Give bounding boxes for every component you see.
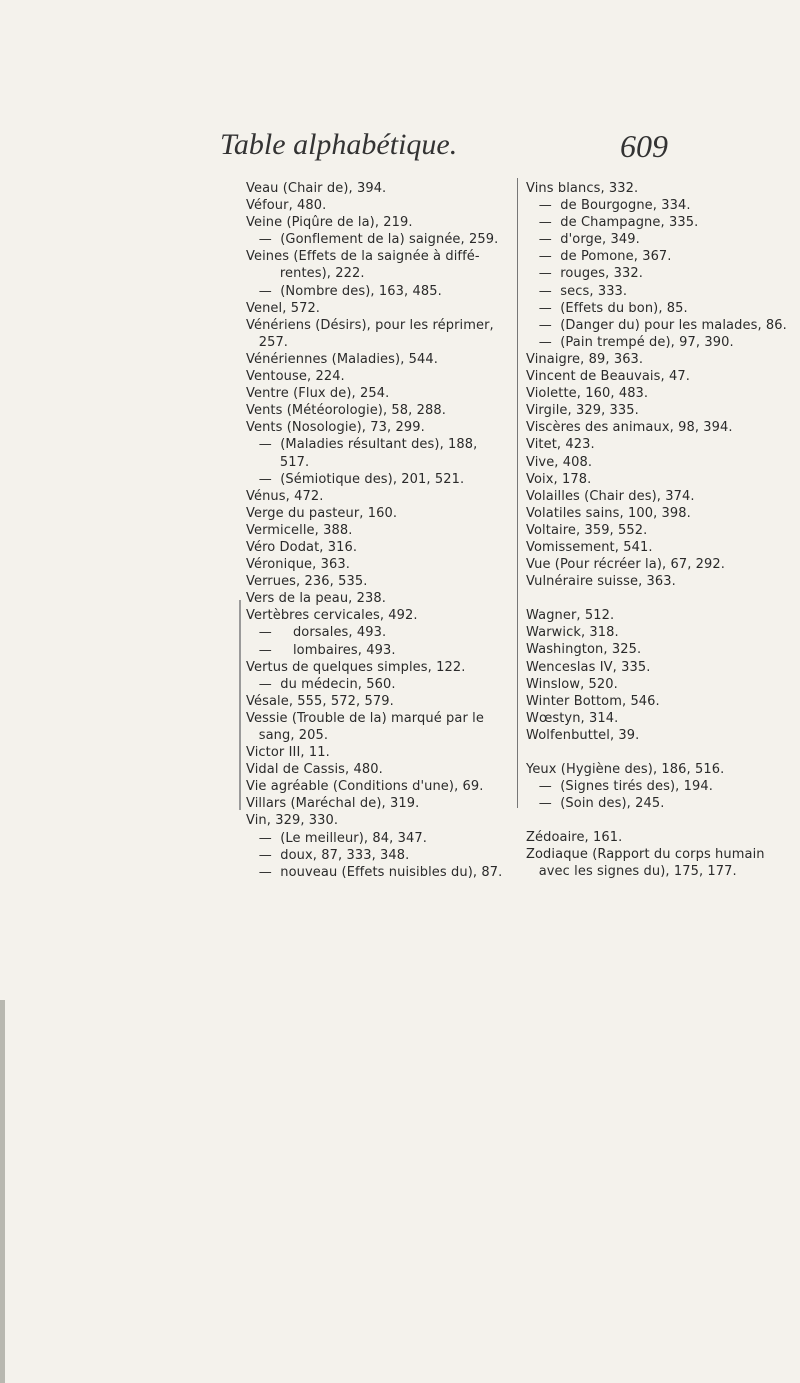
- page-title: Table alphabétique.: [220, 128, 458, 161]
- index-entry: Vénériens (Désirs), pour les réprimer,: [246, 317, 494, 333]
- index-entry: Veine (Piqûre de la), 219.: [246, 215, 413, 231]
- index-entry: — (Gonflement de la) saignée, 259.: [246, 232, 499, 248]
- index-entry: — (Maladies résultant des), 188,: [246, 437, 478, 453]
- index-entry: Winter Bottom, 546.: [526, 693, 660, 709]
- index-entry: Vésale, 555, 572, 579.: [246, 693, 394, 709]
- index-entry: — (Le meilleur), 84, 347.: [246, 830, 427, 846]
- index-entry: — de Champagne, 335.: [526, 215, 699, 231]
- index-entry: — (Pain trempé de), 97, 390.: [526, 334, 734, 350]
- index-entry: Wolfenbuttel, 39.: [526, 727, 640, 743]
- index-entry: Vessie (Trouble de la) marqué par le: [246, 710, 484, 726]
- index-column-right: [526, 180, 788, 881]
- index-entry: Ventouse, 224.: [246, 369, 345, 385]
- index-entry: Veau (Chair de), 394.: [246, 181, 387, 196]
- index-entry: Wagner, 512.: [526, 608, 615, 624]
- index-entry: — (Signes tirés des), 194.: [526, 779, 713, 795]
- index-entry: Vermicelle, 388.: [246, 522, 353, 538]
- index-entry: Vive, 408.: [526, 454, 593, 470]
- index-entry: Vue (Pour récréer la), 67, 292.: [526, 557, 726, 573]
- index-entry: Veines (Effets de la saignée à diffé-: [246, 249, 480, 265]
- index-section-gap: [526, 744, 788, 761]
- index-entry: Vents (Nosologie), 73, 299.: [246, 420, 425, 436]
- index-entry: — de Bourgogne, 334.: [526, 198, 691, 214]
- index-entry: Volatiles sains, 100, 398.: [526, 505, 691, 521]
- index-entry: Viscères des animaux, 98, 394.: [526, 420, 733, 436]
- index-entry: Zédoaire, 161.: [526, 830, 623, 846]
- index-entry: Vulnéraire suisse, 363.: [526, 574, 676, 590]
- index-entry: Vinaigre, 89, 363.: [526, 351, 644, 367]
- index-entry: Yeux (Hygiène des), 186, 516.: [526, 762, 725, 777]
- index-column-left: [246, 180, 516, 881]
- index-entry: — dorsales, 493.: [246, 625, 387, 641]
- column-divider: [517, 178, 518, 808]
- index-entry: Virgile, 329, 335.: [526, 403, 639, 419]
- index-entry: — (Sémiotique des), 201, 521.: [246, 471, 465, 487]
- index-entry: Zodiaque (Rapport du corps humain: [526, 847, 765, 863]
- index-entry: — rouges, 332.: [526, 266, 643, 282]
- index-entry: Vertèbres cervicales, 492.: [246, 608, 418, 624]
- index-entry: Vie agréable (Conditions d'une), 69.: [246, 779, 484, 795]
- index-entry: Winslow, 520.: [526, 676, 618, 692]
- index-entry: sang, 205.: [246, 728, 329, 743]
- index-entry: — de Pomone, 367.: [526, 249, 672, 265]
- index-entry: rentes), 222.: [246, 266, 365, 282]
- index-entry: Vertus de quelques simples, 122.: [246, 659, 466, 675]
- page-number: 609: [620, 128, 668, 164]
- index-entry: 517.: [246, 454, 310, 470]
- index-entry: avec les signes du), 175, 177.: [526, 864, 737, 880]
- index-entry: Verge du pasteur, 160.: [246, 505, 398, 521]
- index-entry: — (Danger du) pour les malades, 86.: [526, 317, 787, 333]
- index-entry: Villars (Maréchal de), 319.: [246, 796, 420, 812]
- index-entry: Vins blancs, 332.: [526, 181, 639, 196]
- index-section-gap: [526, 812, 788, 829]
- index-entry: — secs, 333.: [526, 283, 628, 299]
- index-entry: Voltaire, 359, 552.: [526, 522, 648, 538]
- page-header: [220, 128, 668, 168]
- page-spine-edge: [0, 1000, 5, 1383]
- index-entry: — doux, 87, 333, 348.: [246, 847, 410, 863]
- index-entry: Violette, 160, 483.: [526, 386, 649, 402]
- index-entry: Vers de la peau, 238.: [246, 591, 386, 607]
- index-entry: Ventre (Flux de), 254.: [246, 386, 390, 402]
- index-entry: — nouveau (Effets nuisibles du), 87.: [246, 864, 503, 880]
- margin-mark: [239, 600, 241, 810]
- index-entry: Véfour, 480.: [246, 198, 327, 214]
- index-entry: Verrues, 236, 535.: [246, 574, 368, 590]
- index-entry: — d'orge, 349.: [526, 232, 640, 248]
- index-section-gap: [526, 590, 788, 607]
- index-entry: Victor III, 11.: [246, 745, 330, 761]
- index-entry: — (Soin des), 245.: [526, 796, 665, 812]
- index-entry: 257.: [246, 334, 289, 350]
- index-entry: Vidal de Cassis, 480.: [246, 762, 383, 778]
- index-entry: — du médecin, 560.: [246, 676, 396, 692]
- index-entry: Vents (Météorologie), 58, 288.: [246, 403, 446, 419]
- index-entry: Vin, 329, 330.: [246, 813, 339, 829]
- index-entry: — lombaires, 493.: [246, 642, 396, 658]
- index-entry: Vincent de Beauvais, 47.: [526, 369, 690, 385]
- index-entry: — (Effets du bon), 85.: [526, 300, 688, 316]
- index-entry: Wœstyn, 314.: [526, 710, 619, 726]
- index-entry: Véronique, 363.: [246, 557, 350, 573]
- index-entry: — (Nombre des), 163, 485.: [246, 283, 442, 299]
- index-entry: Warwick, 318.: [526, 625, 619, 641]
- index-entry: Voix, 178.: [526, 471, 592, 487]
- index-entry: Wenceslas IV, 335.: [526, 659, 651, 675]
- index-entry: Vénus, 472.: [246, 488, 324, 504]
- index-entry: Volailles (Chair des), 374.: [526, 488, 695, 504]
- index-entry: Vomissement, 541.: [526, 539, 653, 555]
- index-entry: Vitet, 423.: [526, 437, 595, 453]
- index-entry: Vénériennes (Maladies), 544.: [246, 351, 439, 367]
- index-entry: Venel, 572.: [246, 300, 321, 316]
- index-entry: Véro Dodat, 316.: [246, 539, 358, 555]
- index-entry: Washington, 325.: [526, 642, 642, 658]
